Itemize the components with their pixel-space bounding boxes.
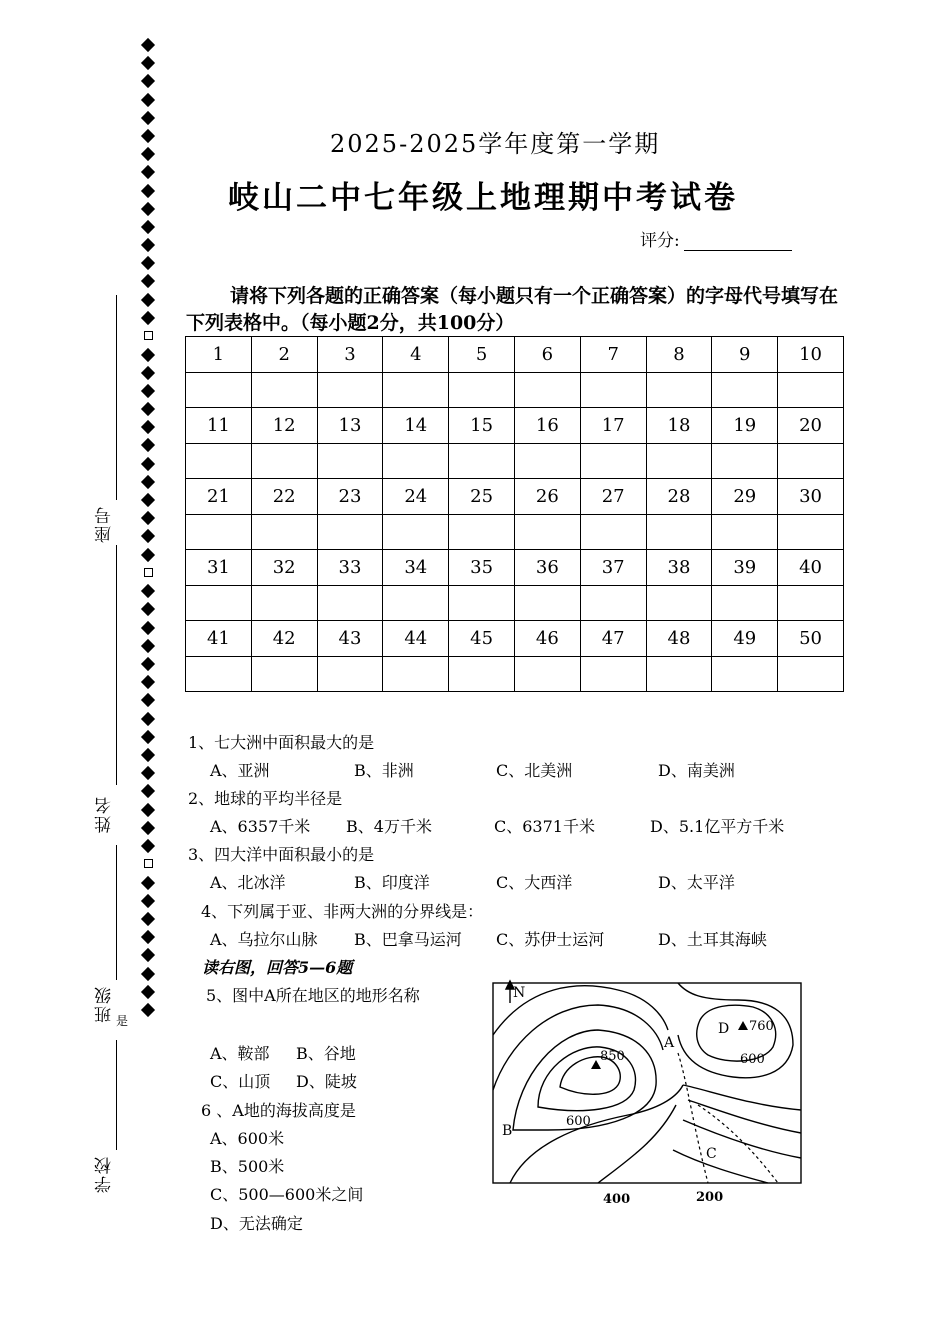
binding-diamond	[141, 784, 155, 798]
peak-marker-760	[738, 1021, 748, 1030]
question-3: 3、四大洋中面积最小的是	[188, 845, 375, 864]
binding-diamond	[141, 56, 155, 70]
question-number-cell: 13	[317, 408, 383, 444]
answer-cell[interactable]	[383, 372, 449, 408]
question-number-cell: 29	[712, 479, 778, 515]
answer-row	[186, 372, 844, 408]
answer-cell[interactable]	[646, 372, 712, 408]
map-label-b: B	[502, 1123, 513, 1139]
height-760: 760	[749, 1019, 774, 1034]
binding-diamond	[141, 92, 155, 106]
answer-cell[interactable]	[449, 443, 515, 479]
answer-cell[interactable]	[712, 514, 778, 550]
answer-cell[interactable]	[514, 585, 580, 621]
binding-diamond	[141, 529, 155, 543]
q2-option-a: A、6357千米	[210, 817, 311, 836]
binding-diamond	[141, 165, 155, 179]
q5-option-a: A、鞍部	[210, 1044, 270, 1063]
q6-option-b: B、500米	[210, 1157, 285, 1176]
class-line	[116, 845, 117, 980]
contour-line	[493, 1005, 663, 1090]
q3-option-a: A、北冰洋	[210, 873, 286, 892]
question-number-cell: 5	[449, 337, 515, 373]
seat-line	[116, 295, 117, 500]
answer-row	[186, 514, 844, 550]
binding-diamond	[141, 985, 155, 999]
question-number-cell: 10	[778, 337, 844, 373]
score-field	[640, 226, 792, 251]
answer-cell[interactable]	[449, 514, 515, 550]
q3-option-d: D、太平洋	[658, 873, 735, 892]
answer-cell[interactable]	[186, 514, 252, 550]
question-number-cell: 33	[317, 550, 383, 586]
score-blank[interactable]	[684, 232, 792, 251]
binding-diamond	[141, 274, 155, 288]
binding-diamond	[141, 311, 155, 325]
question-number-cell: 3	[317, 337, 383, 373]
height-600-left: 600	[566, 1114, 591, 1129]
answer-cell[interactable]	[251, 585, 317, 621]
question-6: 6 、A地的海拔高度是	[201, 1101, 356, 1120]
binding-diamond	[141, 202, 155, 216]
answer-cell[interactable]	[383, 443, 449, 479]
answer-cell[interactable]	[580, 656, 646, 692]
answer-cell[interactable]	[186, 372, 252, 408]
answer-cell[interactable]	[712, 443, 778, 479]
binding-diamond	[141, 930, 155, 944]
contour-line	[673, 1150, 768, 1183]
binding-diamond	[141, 147, 155, 161]
height-400: 400	[603, 1192, 631, 1207]
exam-title: 岐山二中七年级上地理期中考试卷	[228, 180, 738, 216]
binding-diamond	[141, 547, 155, 561]
binding-diamond	[141, 693, 155, 707]
answer-cell[interactable]	[646, 656, 712, 692]
q5-option-c: C、山顶	[210, 1072, 271, 1091]
map-label-c: C	[706, 1146, 717, 1162]
answer-cell[interactable]	[646, 443, 712, 479]
question-number-cell: 19	[712, 408, 778, 444]
answer-cell[interactable]	[383, 585, 449, 621]
answer-cell[interactable]	[383, 656, 449, 692]
map-label-d: D	[718, 1021, 730, 1037]
school-year: 2025-2025学年度第一学期	[330, 130, 661, 158]
binding-diamond	[141, 420, 155, 434]
number-row	[186, 621, 844, 657]
answer-cell[interactable]	[580, 585, 646, 621]
answer-cell[interactable]	[514, 443, 580, 479]
answer-cell[interactable]	[778, 514, 844, 550]
question-number-cell: 16	[514, 408, 580, 444]
binding-diamond	[144, 859, 153, 868]
question-number-cell: 12	[251, 408, 317, 444]
q4-option-c: C、苏伊士运河	[496, 930, 605, 949]
seat-label: 座号	[95, 505, 115, 543]
question-number-cell: 31	[186, 550, 252, 586]
class-label: 班级	[95, 985, 115, 1023]
answer-row	[186, 585, 844, 621]
q3-option-b: B、印度洋	[354, 873, 430, 892]
answer-cell[interactable]	[317, 372, 383, 408]
binding-diamond	[141, 766, 155, 780]
number-row	[186, 408, 844, 444]
answer-cell[interactable]	[712, 656, 778, 692]
question-number-cell: 45	[449, 621, 515, 657]
question-number-cell: 18	[646, 408, 712, 444]
answer-row	[186, 443, 844, 479]
question-2: 2、地球的平均半径是	[188, 789, 343, 808]
question-number-cell: 39	[712, 550, 778, 586]
name-label: 姓名	[95, 795, 115, 833]
map-north-label: N	[513, 985, 526, 1001]
binding-diamond	[141, 802, 155, 816]
answer-cell[interactable]	[778, 443, 844, 479]
question-number-cell: 48	[646, 621, 712, 657]
binding-diamond	[141, 38, 155, 52]
binding-diamond	[141, 238, 155, 252]
binding-diamond	[141, 293, 155, 307]
question-number-cell: 50	[778, 621, 844, 657]
question-number-cell: 34	[383, 550, 449, 586]
binding-diamond	[141, 675, 155, 689]
height-200: 200	[696, 1190, 724, 1205]
height-600-right: 600	[740, 1052, 765, 1067]
question-number-cell: 2	[251, 337, 317, 373]
binding-diamond	[141, 220, 155, 234]
answer-cell[interactable]	[251, 443, 317, 479]
answer-cell[interactable]	[317, 443, 383, 479]
question-number-cell: 46	[514, 621, 580, 657]
school-label: 学校	[95, 1155, 115, 1193]
q5-option-b: B、谷地	[296, 1044, 356, 1063]
question-number-cell: 7	[580, 337, 646, 373]
answer-cell[interactable]	[646, 585, 712, 621]
question-number-cell: 43	[317, 621, 383, 657]
number-row	[186, 479, 844, 515]
question-number-cell: 27	[580, 479, 646, 515]
answer-cell[interactable]	[251, 656, 317, 692]
question-number-cell: 36	[514, 550, 580, 586]
binding-diamond	[141, 457, 155, 471]
school-line	[116, 1040, 117, 1150]
binding-diamond	[141, 493, 155, 507]
binding-diamond	[141, 438, 155, 452]
question-number-cell: 20	[778, 408, 844, 444]
contour-line	[688, 1100, 801, 1133]
binding-diamond	[141, 948, 155, 962]
answer-cell[interactable]	[251, 514, 317, 550]
q4-option-d: D、土耳其海峡	[658, 930, 767, 949]
question-number-cell: 23	[317, 479, 383, 515]
question-number-cell: 17	[580, 408, 646, 444]
binding-diamond	[141, 183, 155, 197]
binding-diamond	[144, 568, 153, 577]
binding-diamond	[141, 256, 155, 270]
answer-cell[interactable]	[712, 372, 778, 408]
question-number-cell: 6	[514, 337, 580, 373]
binding-diamond	[141, 730, 155, 744]
question-number-cell: 25	[449, 479, 515, 515]
answer-cell[interactable]	[317, 514, 383, 550]
answer-cell[interactable]	[514, 656, 580, 692]
question-number-cell: 22	[251, 479, 317, 515]
answer-cell[interactable]	[186, 585, 252, 621]
question-number-cell: 1	[186, 337, 252, 373]
answer-cell[interactable]	[317, 656, 383, 692]
binding-diamond	[141, 894, 155, 908]
contour-line	[598, 1105, 676, 1183]
question-number-cell: 49	[712, 621, 778, 657]
answer-cell[interactable]	[646, 514, 712, 550]
q1-option-c: C、北美洲	[496, 761, 573, 780]
question-4: 4、下列属于亚、非两大洲的分界线是：	[201, 902, 484, 921]
answer-cell[interactable]	[580, 372, 646, 408]
answer-cell[interactable]	[712, 585, 778, 621]
question-number-cell: 30	[778, 479, 844, 515]
answer-cell[interactable]	[778, 372, 844, 408]
question-number-cell: 24	[383, 479, 449, 515]
question-number-cell: 8	[646, 337, 712, 373]
binding-diamond	[141, 475, 155, 489]
binding-diamond	[141, 657, 155, 671]
number-row	[186, 550, 844, 586]
answer-cell[interactable]	[580, 514, 646, 550]
binding-diamond	[141, 74, 155, 88]
question-5: 5、图中A所在地区的地形名称	[206, 986, 420, 1005]
map-frame	[493, 983, 801, 1183]
binding-diamond	[141, 129, 155, 143]
question-number-cell: 4	[383, 337, 449, 373]
question-1: 1、七大洲中面积最大的是	[188, 733, 375, 752]
answer-row	[186, 656, 844, 692]
question-number-cell: 32	[251, 550, 317, 586]
question-number-cell: 40	[778, 550, 844, 586]
binding-diamond	[141, 402, 155, 416]
binding-line	[139, 40, 157, 1023]
answer-cell[interactable]	[186, 443, 252, 479]
binding-diamond	[141, 711, 155, 725]
answer-cell[interactable]	[317, 585, 383, 621]
instructions	[186, 283, 846, 337]
map-label-a: A	[664, 1035, 675, 1051]
height-850: 850	[600, 1049, 625, 1064]
question-number-cell: 37	[580, 550, 646, 586]
question-number-cell: 11	[186, 408, 252, 444]
binding-diamond	[141, 366, 155, 380]
binding-diamond	[141, 821, 155, 835]
side-small-mark: 是	[116, 1014, 129, 1028]
binding-diamond	[141, 839, 155, 853]
binding-diamond	[141, 111, 155, 125]
q4-option-b: B、巴拿马运河	[354, 930, 462, 949]
answer-cell[interactable]	[580, 443, 646, 479]
question-number-cell: 41	[186, 621, 252, 657]
q2-option-d: D、5.1亿平方千米	[650, 817, 785, 836]
binding-diamond	[141, 875, 155, 889]
answer-cell[interactable]	[186, 656, 252, 692]
instructions-text: 请将下列各题的正确答案（每小题只有一个正确答案）的字母代号填写在下列表格中。（每小题2分，共100分）	[186, 285, 839, 334]
binding-diamond	[141, 511, 155, 525]
binding-diamond	[144, 331, 153, 340]
binding-diamond	[141, 966, 155, 980]
answer-cell[interactable]	[514, 372, 580, 408]
q1-option-d: D、南美洲	[658, 761, 735, 780]
answer-cell[interactable]	[383, 514, 449, 550]
q6-option-c: C、500—600米之间	[210, 1185, 364, 1204]
question-number-cell: 35	[449, 550, 515, 586]
question-number-cell: 21	[186, 479, 252, 515]
q6-option-d: D、无法确定	[210, 1214, 303, 1233]
question-number-cell: 47	[580, 621, 646, 657]
binding-diamond	[141, 748, 155, 762]
binding-diamond	[141, 912, 155, 926]
question-number-cell: 26	[514, 479, 580, 515]
binding-diamond	[141, 384, 155, 398]
answer-cell[interactable]	[514, 514, 580, 550]
score-label: 评分:	[640, 231, 680, 251]
question-number-cell: 28	[646, 479, 712, 515]
question-number-cell: 44	[383, 621, 449, 657]
binding-diamond	[141, 621, 155, 635]
binding-diamond	[141, 602, 155, 616]
q5-option-d: D、陡坡	[296, 1072, 357, 1091]
binding-diamond	[141, 639, 155, 653]
answer-cell[interactable]	[778, 656, 844, 692]
answer-cell[interactable]	[449, 656, 515, 692]
answer-cell[interactable]	[449, 585, 515, 621]
number-row	[186, 337, 844, 373]
question-number-cell: 38	[646, 550, 712, 586]
answer-cell[interactable]	[449, 372, 515, 408]
binding-diamond	[141, 1003, 155, 1017]
read-map-instruction: 读右图，回答5—6题	[202, 958, 353, 977]
q3-option-c: C、大西洋	[496, 873, 573, 892]
q4-option-a: A、乌拉尔山脉	[210, 930, 318, 949]
answer-cell[interactable]	[251, 372, 317, 408]
contour-map	[488, 975, 823, 1215]
answer-table	[185, 336, 844, 692]
q2-option-b: B、4万千米	[346, 817, 432, 836]
q1-option-b: B、非洲	[354, 761, 414, 780]
question-number-cell: 14	[383, 408, 449, 444]
q1-option-a: A、亚洲	[210, 761, 270, 780]
binding-diamond	[141, 347, 155, 361]
binding-diamond	[141, 584, 155, 598]
question-number-cell: 9	[712, 337, 778, 373]
answer-cell[interactable]	[778, 585, 844, 621]
q2-option-c: C、6371千米	[494, 817, 595, 836]
name-line	[116, 545, 117, 785]
question-number-cell: 42	[251, 621, 317, 657]
question-number-cell: 15	[449, 408, 515, 444]
contour-line	[510, 1085, 683, 1183]
q6-option-a: A、600米	[210, 1129, 285, 1148]
